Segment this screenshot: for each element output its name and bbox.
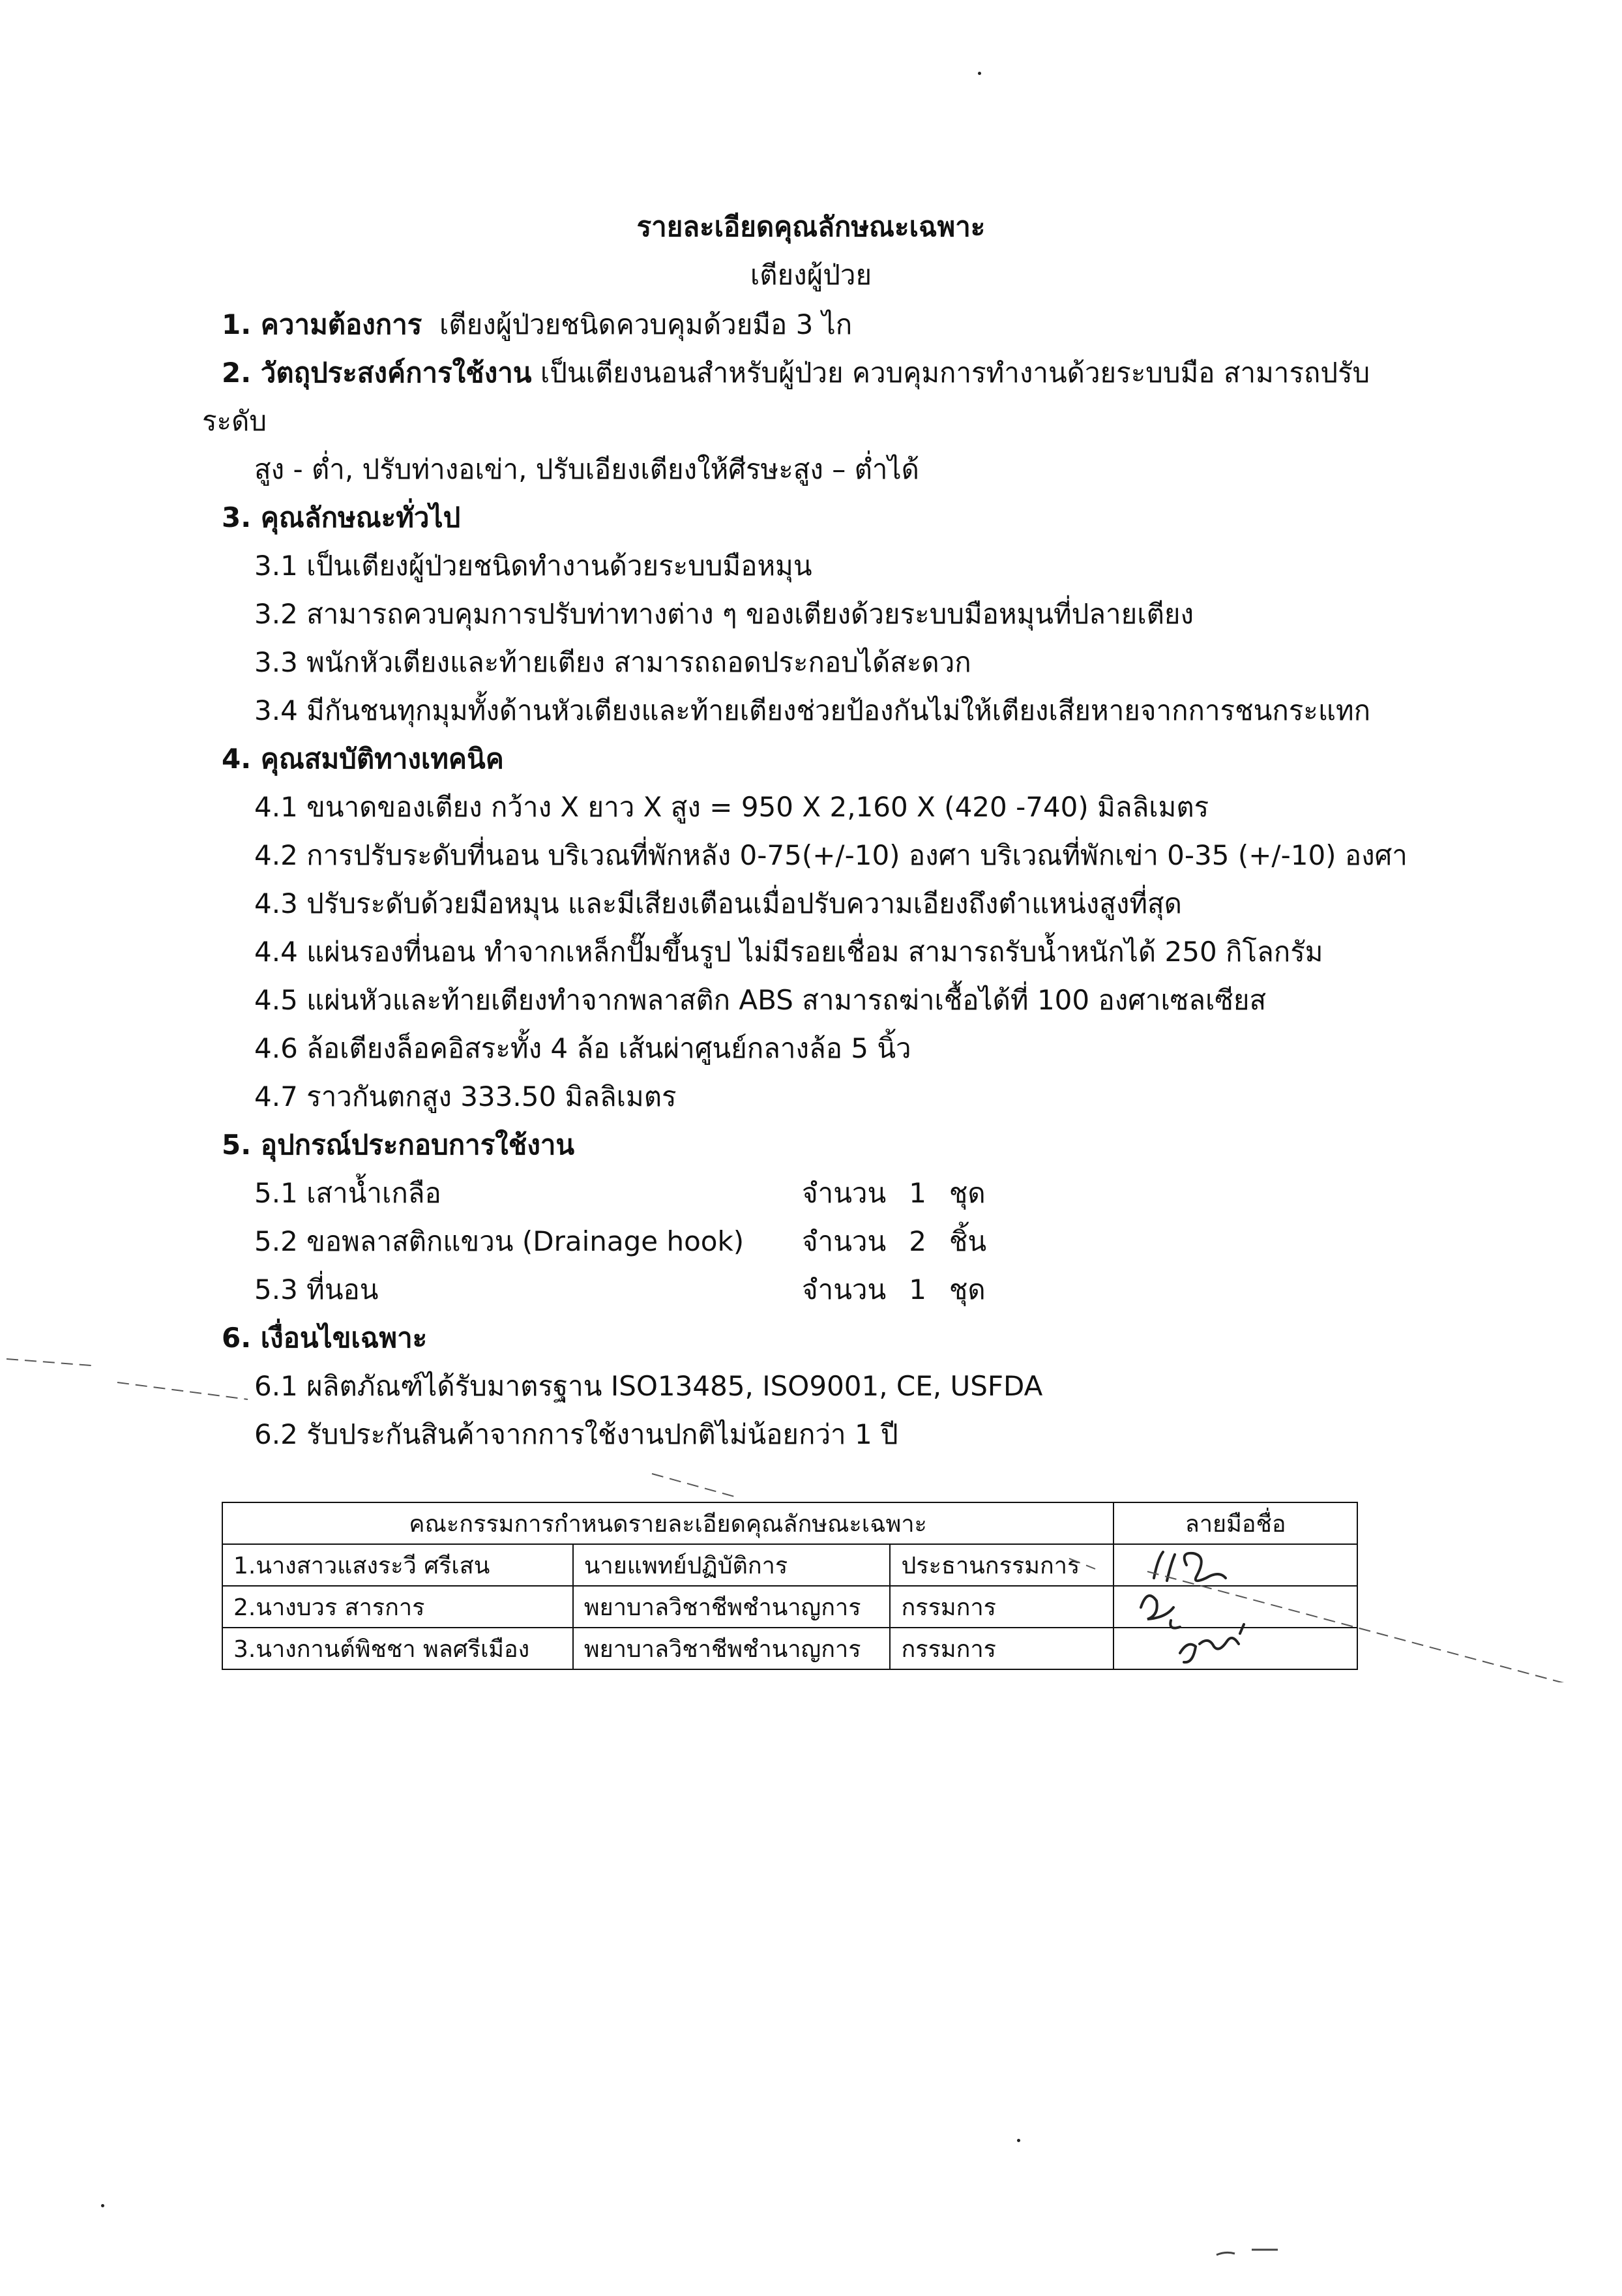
section-4-item: 4.2 การปรับระดับที่นอน บริเวณที่พักหลัง 0-75(+/-10) องศา บริเวณที่พักเข่า 0-35 (+/-10) องศา <box>254 839 1408 871</box>
document-subtitle: เตียงผู้ป่วย <box>750 259 872 291</box>
equipment-item-qty <box>802 1174 986 1213</box>
section-2-continued: ระดับ <box>202 405 267 437</box>
signature-header: ลายมือชื่อ <box>1113 1502 1357 1544</box>
qty-label: จำนวน <box>802 1177 887 1209</box>
section-4-item: 4.4 แผ่นรองที่นอน ทำจากเหล็กปั๊มขึ้นรูป ไม่มีรอยเชื่อม สามารถรับน้ำหนักได้ 250 กิโลกรัม <box>254 936 1323 968</box>
qty-unit: ชุด <box>949 1274 986 1305</box>
section-4-item: 4.6 ล้อเตียงล็อคอิสระทั้ง 4 ล้อ เส้นผ่าศูนย์กลางล้อ 5 นิ้ว <box>254 1032 911 1064</box>
section-4-heading: 4. คุณสมบัติทางเทคนิค <box>222 743 504 775</box>
qty-label: จำนวน <box>802 1274 887 1305</box>
member-position: นายแพทย์ปฏิบัติการ <box>573 1544 891 1586</box>
equipment-item-qty <box>802 1222 986 1261</box>
committee-header: คณะกรรมการกำหนดรายละเอียดคุณลักษณะเฉพาะ <box>222 1502 1113 1544</box>
section-1 <box>222 305 852 344</box>
scan-speck <box>978 72 981 75</box>
equipment-item-name: 5.3 ที่นอน <box>254 1274 379 1305</box>
document-title: รายละเอียดคุณลักษณะเฉพาะ <box>636 211 986 243</box>
section-2-line-3: สูง - ต่ำ, ปรับท่างอเข่า, ปรับเอียงเตียงให้ศีรษะสูง – ต่ำได้ <box>254 453 919 485</box>
qty-value: 1 <box>909 1274 926 1305</box>
member-position: พยาบาลวิชาชีพชำนาญการ <box>573 1628 891 1669</box>
scan-artifact-lines <box>0 1343 1622 1682</box>
section-1-heading: 1. ความต้องการ <box>222 308 422 340</box>
member-name: 1.นางสาวแสงระวี ศรีเสน <box>222 1544 573 1586</box>
equipment-item-name: 5.2 ขอพลาสติกแขวน (Drainage hook) <box>254 1225 745 1257</box>
member-position: พยาบาลวิชาชีพชำนาญการ <box>573 1586 891 1628</box>
section-6-heading: 6. เงื่อนไขเฉพาะ <box>222 1322 428 1354</box>
section-3-heading: 3. คุณลักษณะทั่วไป <box>222 501 461 533</box>
section-3-item: 3.3 พนักหัวเตียงและท้ายเตียง สามารถถอดประกอบได้สะดวก <box>254 646 971 678</box>
scan-speck <box>101 2204 104 2207</box>
qty-unit: ชุด <box>949 1177 986 1209</box>
member-role: ประธานกรรมการ <box>890 1544 1113 1586</box>
section-4-item: 4.5 แผ่นหัวและท้ายเตียงทำจากพลาสติก ABS สามารถฆ่าเชื้อได้ที่ 100 องศาเซลเซียส <box>254 984 1267 1016</box>
member-role: กรรมการ <box>890 1586 1113 1628</box>
qty-value: 2 <box>909 1225 926 1257</box>
section-4-item: 4.1 ขนาดของเตียง กว้าง X ยาว X สูง = 950 X 2,160 X (420 -740) มิลลิเมตร <box>254 791 1209 823</box>
equipment-item-qty <box>802 1270 986 1309</box>
qty-value: 1 <box>909 1177 926 1209</box>
equipment-item-name: 5.1 เสาน้ำเกลือ <box>254 1177 441 1209</box>
section-2-heading: 2. วัตถุประสงค์การใช้งาน <box>222 357 532 389</box>
section-4-item: 4.7 ราวกันตกสูง 333.50 มิลลิเมตร <box>254 1081 677 1112</box>
section-6-item: 6.2 รับประกันสินค้าจากการใช้งานปกติไม่น้อยกว่า 1 ปี <box>254 1418 898 1450</box>
scan-speck <box>1017 2139 1020 2142</box>
section-6-item: 6.1 ผลิตภัณฑ์ได้รับมาตรฐาน ISO13485, ISO9001, CE, USFDA <box>254 1370 1043 1402</box>
member-role: กรรมการ <box>890 1628 1113 1669</box>
scan-artifact-dash <box>1213 2243 1291 2263</box>
qty-unit: ชิ้น <box>949 1225 987 1257</box>
section-2-text: เป็นเตียงนอนสำหรับผู้ป่วย ควบคุมการทำงานด้วยระบบมือ สามารถปรับ <box>540 357 1370 389</box>
section-3-item: 3.2 สามารถควบคุมการปรับท่าทางต่าง ๆ ของเตียงด้วยระบบมือหมุนที่ปลายเตียง <box>254 598 1194 630</box>
section-2 <box>222 353 1370 393</box>
member-name: 3.นางกานต์พิชชา พลศรีเมือง <box>222 1628 573 1669</box>
section-4-item: 4.3 ปรับระดับด้วยมือหมุน และมีเสียงเตือนเมื่อปรับความเอียงถึงตำแหน่งสูงที่สุด <box>254 887 1182 919</box>
qty-label: จำนวน <box>802 1225 887 1257</box>
section-3-item: 3.4 มีกันชนทุกมุมทั้งด้านหัวเตียงและท้ายเตียงช่วยป้องกันไม่ให้เตียงเสียหายจากการชนกระแทก <box>254 694 1371 726</box>
section-1-text: เตียงผู้ป่วยชนิดควบคุมด้วยมือ 3 ไก <box>439 308 853 340</box>
section-3-item: 3.1 เป็นเตียงผู้ป่วยชนิดทำงานด้วยระบบมือหมุน <box>254 550 812 582</box>
member-name: 2.นางบวร สารการ <box>222 1586 573 1628</box>
section-5-heading: 5. อุปกรณ์ประกอบการใช้งาน <box>222 1129 575 1161</box>
